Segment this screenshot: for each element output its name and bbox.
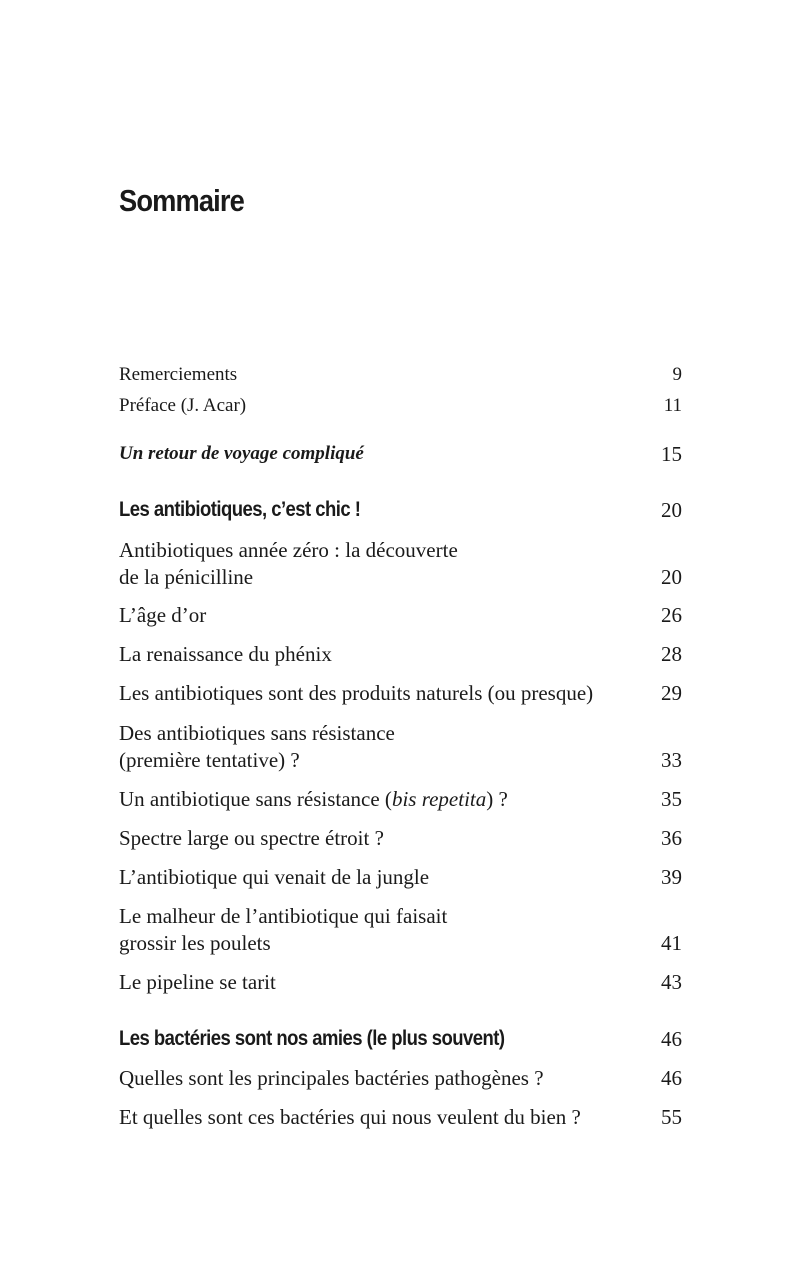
toc-entry-label: Les antibiotiques sont des produits naturels (ou presque)	[119, 681, 594, 705]
toc-page-number: 55	[661, 1105, 682, 1129]
toc-page-number: 36	[661, 826, 682, 850]
toc-page-number: 11	[663, 395, 682, 416]
toc-page-number: 41	[661, 931, 682, 955]
toc-page-number: 15	[661, 442, 682, 466]
toc-page-number: 35	[661, 787, 682, 811]
toc-page-number: 26	[661, 603, 682, 627]
toc-entry-label: Spectre large ou spectre étroit ?	[119, 826, 384, 850]
toc-page-number: 43	[661, 970, 682, 994]
toc-entry[interactable]	[119, 903, 682, 957]
toc-entry[interactable]	[119, 680, 682, 707]
page-title: Sommaire	[119, 183, 244, 218]
toc-entry-label: Antibiotiques année zéro : la découverte de la pénicilline	[119, 538, 458, 589]
toc-entry[interactable]	[119, 864, 682, 891]
toc-entry-label: Remerciements	[119, 364, 238, 385]
toc-entry[interactable]	[119, 720, 682, 774]
toc-page-number: 33	[661, 748, 682, 772]
toc-entry-label: Le pipeline se tarit	[119, 970, 276, 994]
toc-entry-label: Quelles sont les principales bactéries pathogènes ?	[119, 1066, 544, 1090]
toc-entry-intro[interactable]	[119, 441, 682, 467]
chapter-title: Les antibiotiques, c’est chic !	[119, 498, 361, 521]
toc-page-number: 20	[661, 498, 682, 522]
toc-entry-label: L’antibiotique qui venait de la jungle	[119, 865, 430, 889]
toc-page-number: 28	[661, 642, 682, 666]
toc-entry-remerciements[interactable]	[119, 362, 682, 388]
toc-entry[interactable]	[119, 969, 682, 996]
toc-chapter-1[interactable]	[119, 497, 682, 523]
toc-entry[interactable]	[119, 537, 682, 591]
toc-entry[interactable]	[119, 641, 682, 668]
toc-entry-label: Le malheur de l’antibiotique qui faisait grossir les poulets	[119, 904, 448, 955]
toc-chapter-2[interactable]	[119, 1026, 682, 1052]
toc-entry[interactable]	[119, 825, 682, 852]
toc-entry-preface[interactable]	[119, 393, 682, 419]
toc-entry-label: Préface (J. Acar)	[119, 395, 247, 416]
toc-page-number: 46	[661, 1066, 682, 1090]
toc-entry-label: L’âge d’or	[119, 603, 207, 627]
toc-page-number: 9	[672, 364, 682, 385]
toc-page-number: 39	[661, 865, 682, 889]
toc-entry[interactable]	[119, 1104, 682, 1131]
toc-entry-label: Des antibiotiques sans résistance (première tentative) ?	[119, 721, 395, 772]
toc-entry-label: Un antibiotique sans résistance (bis repetita) ?	[119, 787, 508, 811]
toc-page-number: 29	[661, 681, 682, 705]
toc-entry[interactable]	[119, 602, 682, 629]
toc-page-number: 20	[661, 565, 682, 589]
toc-entry-label: La renaissance du phénix	[119, 642, 332, 666]
toc-entry-label: Et quelles sont ces bactéries qui nous veulent du bien ?	[119, 1105, 581, 1129]
toc-entry[interactable]	[119, 1065, 682, 1092]
toc-page-number: 46	[661, 1027, 682, 1051]
toc-entry[interactable]	[119, 786, 682, 813]
toc-entry-label: Un retour de voyage compliqué	[119, 443, 364, 464]
chapter-title: Les bactéries sont nos amies (le plus souvent)	[119, 1027, 505, 1050]
